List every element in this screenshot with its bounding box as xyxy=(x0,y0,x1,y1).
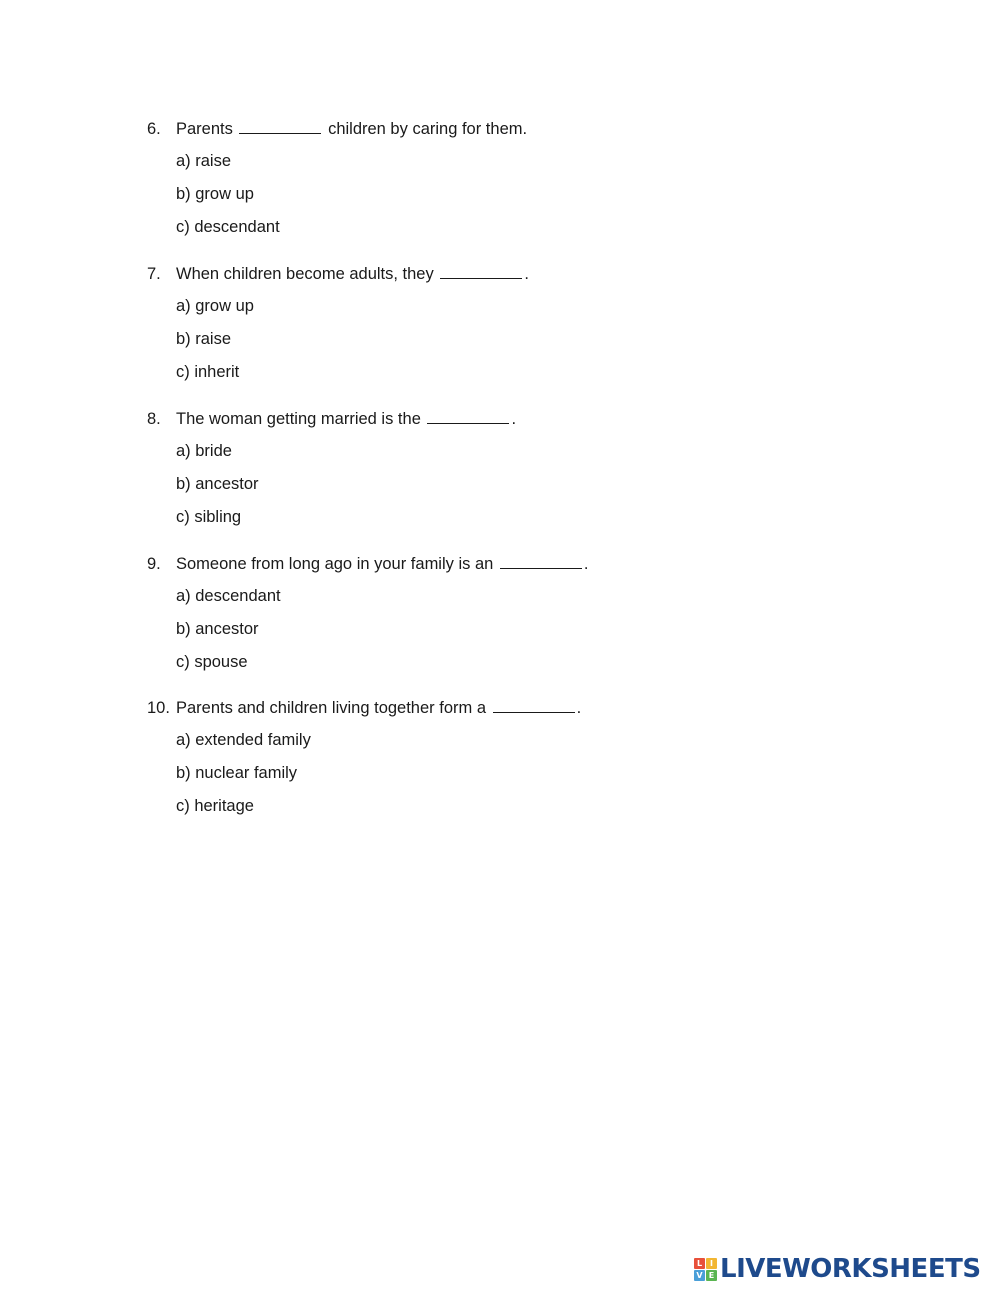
question-number: 10. xyxy=(147,699,170,717)
question-text xyxy=(176,262,529,286)
answer-blank[interactable] xyxy=(440,262,522,279)
question-text-after: . xyxy=(583,555,589,573)
question-text-before: Parents xyxy=(176,120,233,138)
option-a[interactable]: a) descendant xyxy=(176,587,281,605)
question-line xyxy=(147,262,847,286)
option-c[interactable]: c) heritage xyxy=(176,797,254,815)
answer-blank[interactable] xyxy=(493,696,575,713)
logo-text: LIVEWORKSHEETS xyxy=(720,1254,981,1284)
question-text-before: Parents and children living together form a xyxy=(176,699,487,717)
option-c[interactable]: c) sibling xyxy=(176,508,242,526)
question-text xyxy=(176,552,589,576)
option-a[interactable]: a) raise xyxy=(176,152,232,170)
question-text xyxy=(176,407,516,431)
question-9 xyxy=(147,552,847,679)
question-number: 6. xyxy=(147,120,161,138)
option-b[interactable]: b) grow up xyxy=(176,185,254,203)
options-list xyxy=(147,580,847,679)
options-list xyxy=(147,435,847,534)
option-c[interactable]: c) inherit xyxy=(176,363,240,381)
question-text-after: . xyxy=(511,410,517,428)
question-text-before: The woman getting married is the xyxy=(176,410,421,428)
option-a[interactable]: a) bride xyxy=(176,442,232,460)
option-b[interactable]: b) ancestor xyxy=(176,475,259,493)
question-6 xyxy=(147,117,847,244)
question-line xyxy=(147,552,847,576)
option-b[interactable]: b) ancestor xyxy=(176,620,259,638)
option-a[interactable]: a) extended family xyxy=(176,731,311,749)
logo-cell-e: E xyxy=(706,1270,717,1281)
options-list xyxy=(147,145,847,244)
option-b[interactable]: b) raise xyxy=(176,330,232,348)
question-line xyxy=(147,407,847,431)
question-text-after: children by caring for them. xyxy=(328,120,528,138)
logo-cell-l: L xyxy=(694,1258,705,1269)
question-text xyxy=(176,696,581,720)
answer-blank[interactable] xyxy=(500,552,582,569)
liveworksheets-logo xyxy=(694,1254,981,1284)
option-c[interactable]: c) spouse xyxy=(176,653,248,671)
logo-cell-v: V xyxy=(694,1270,705,1281)
question-text-before: When children become adults, they xyxy=(176,265,434,283)
question-text-before: Someone from long ago in your family is an xyxy=(176,555,494,573)
question-7 xyxy=(147,262,847,389)
option-b[interactable]: b) nuclear family xyxy=(176,764,298,782)
question-text-after: . xyxy=(576,699,582,717)
question-8 xyxy=(147,407,847,534)
logo-cell-i: I xyxy=(706,1258,717,1269)
question-10 xyxy=(147,696,847,823)
question-number: 7. xyxy=(147,265,161,283)
option-a[interactable]: a) grow up xyxy=(176,297,254,315)
answer-blank[interactable] xyxy=(239,117,321,134)
question-number: 9. xyxy=(147,555,161,573)
question-text xyxy=(176,117,527,141)
options-list xyxy=(147,724,847,823)
question-line xyxy=(147,117,847,141)
question-line xyxy=(147,696,847,720)
question-text-after: . xyxy=(524,265,529,283)
answer-blank[interactable] xyxy=(427,407,509,424)
option-c[interactable]: c) descendant xyxy=(176,218,280,236)
logo-grid-icon xyxy=(694,1258,717,1281)
options-list xyxy=(147,290,847,389)
question-number: 8. xyxy=(147,410,161,428)
